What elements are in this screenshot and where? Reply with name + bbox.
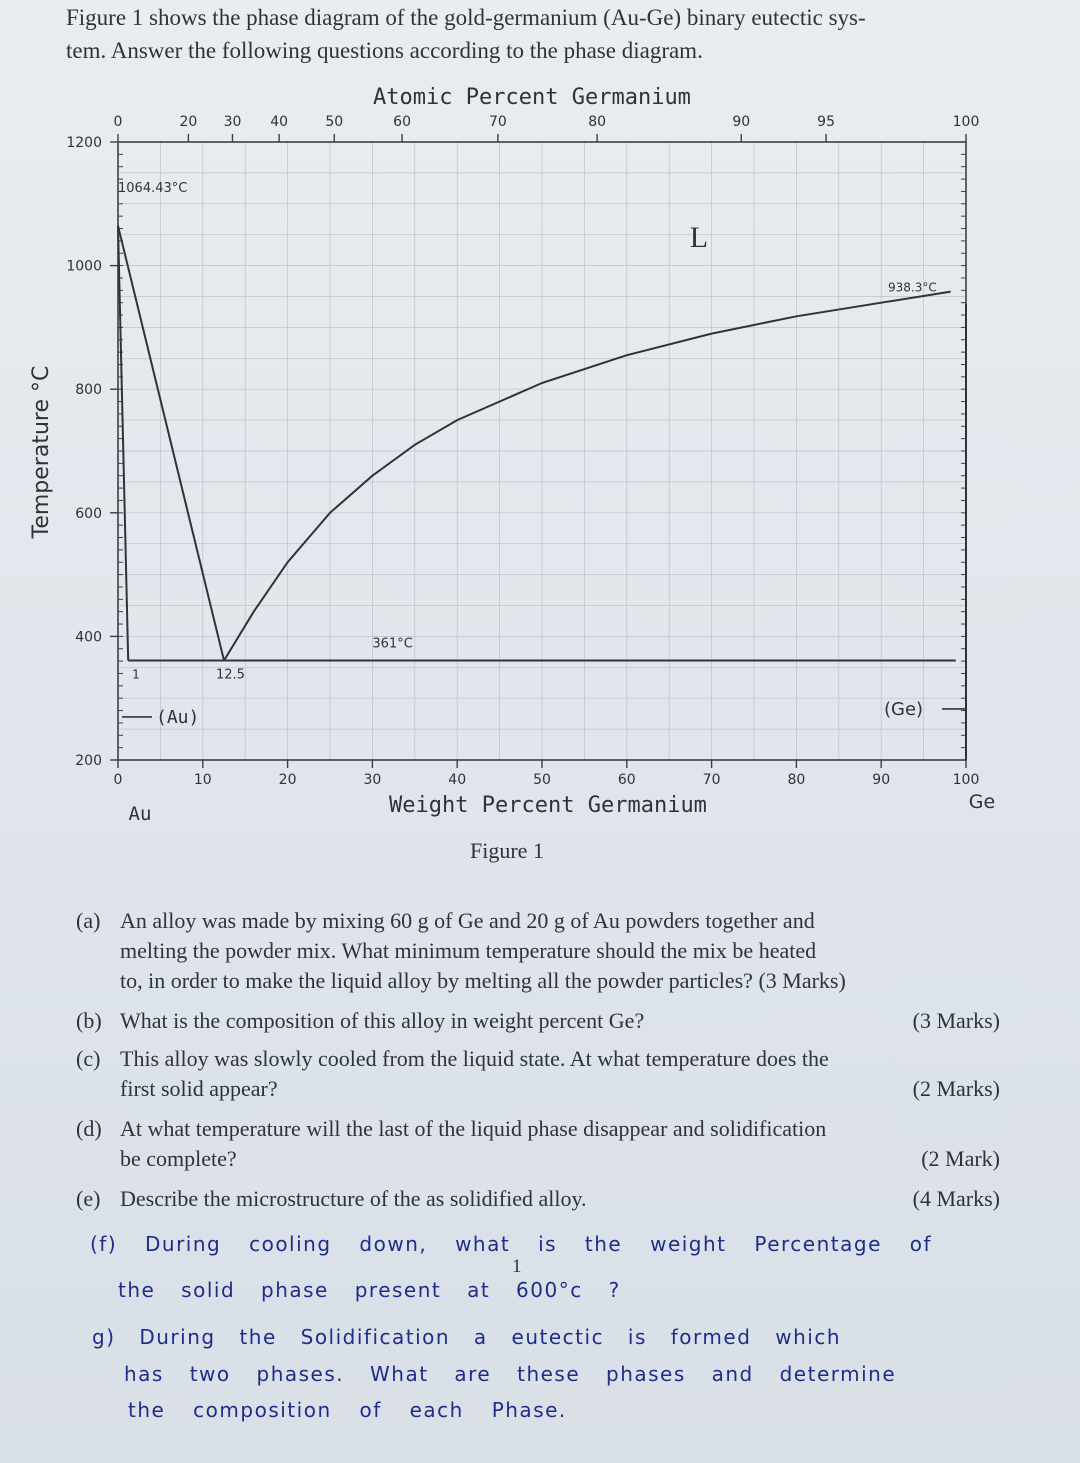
- annotation-label: 1: [132, 667, 140, 682]
- question-line: [76, 936, 1000, 966]
- top-axis-tick-label: 40: [270, 114, 289, 130]
- top-axis-tick-label: 70: [488, 114, 507, 130]
- page-number: 1: [512, 1256, 522, 1277]
- x-tick-label: 60: [617, 772, 636, 788]
- question-text: An alloy was made by mixing 60 g of Ge and 20 g of Au powders together and: [120, 908, 815, 933]
- y-tick-label: 400: [75, 629, 102, 646]
- question-line: [76, 1114, 1000, 1144]
- top-axis-tick-label: 90: [732, 114, 751, 130]
- intro-line-1: Figure 1 shows the phase diagram of the gold-germanium (Au-Ge) binary eutectic sys-: [66, 5, 866, 30]
- question-label: (d): [76, 1116, 102, 1141]
- question-line: [76, 1006, 1000, 1036]
- question-text: be complete?: [120, 1146, 237, 1171]
- top-axis-tick-label: 0: [113, 114, 123, 130]
- annotation-label: L: [689, 221, 709, 255]
- question-text: At what temperature will the last of the liquid phase disappear and solidification: [120, 1116, 827, 1141]
- y-tick-label: 1000: [66, 258, 102, 275]
- annotation-label: 938.3°C: [888, 280, 937, 295]
- annotation-label: 1064.43°C: [118, 180, 188, 196]
- top-axis-tick-label: 20: [179, 114, 198, 130]
- question-text: to, in order to make the liquid alloy by melting all the powder particles? (3 Marks): [120, 968, 846, 993]
- y-tick-label: 600: [75, 505, 102, 522]
- top-axis-tick-label: 80: [588, 114, 607, 130]
- question-label: (b): [76, 1008, 102, 1033]
- top-axis-tick-label: 30: [223, 114, 242, 130]
- phase-line-liquidus-au: [118, 226, 224, 661]
- x-axis-title: Weight Percent Germanium: [389, 793, 707, 818]
- question-text: first solid appear?: [120, 1076, 278, 1101]
- right-end-label: Ge: [968, 791, 996, 813]
- phase-line-solidus-au: [118, 226, 128, 661]
- question-marks: (2 Mark): [921, 1146, 1000, 1171]
- question-e: [76, 1184, 1000, 1214]
- question-label: (a): [76, 908, 101, 933]
- question-text: This alloy was slowly cooled from the liquid state. At what temperature does the: [120, 1046, 829, 1071]
- question-marks: (3 Marks): [912, 1008, 1000, 1033]
- question-a: [76, 906, 1000, 996]
- intro-line-2: tem. Answer the following questions according to the phase diagram.: [66, 38, 703, 63]
- question-line: [76, 1144, 1000, 1174]
- handwritten-line-g1: g) During the Solidification a eutectic is formed which: [92, 1325, 842, 1349]
- handwritten-line-g3: the composition of each Phase.: [128, 1398, 567, 1422]
- question-label: (e): [76, 1186, 101, 1211]
- annotation-label: (Au): [156, 706, 200, 728]
- top-axis-tick-label: 100: [952, 114, 980, 130]
- handwritten-line-f2: the solid phase present at 600°c ?: [118, 1278, 621, 1302]
- phase-diagram: [0, 80, 1080, 840]
- x-tick-label: 20: [278, 772, 297, 788]
- question-text: What is the composition of this alloy in weight percent Ge?: [120, 1008, 645, 1033]
- x-tick-label: 80: [787, 772, 806, 788]
- x-tick-label: 40: [448, 772, 467, 788]
- top-axis-tick-label: 95: [817, 114, 835, 130]
- question-b: [76, 1006, 1000, 1036]
- top-axis-title: Atomic Percent Germanium: [373, 85, 691, 110]
- question-c: [76, 1044, 1000, 1104]
- x-tick-label: 30: [363, 772, 382, 788]
- intro-text: [66, 2, 996, 66]
- question-d: [76, 1114, 1000, 1174]
- y-tick-label: 200: [75, 753, 102, 769]
- question-marks: (2 Marks): [912, 1076, 1000, 1101]
- x-tick-label: 0: [113, 772, 123, 788]
- question-marks: (4 Marks): [912, 1186, 1000, 1211]
- question-line: [76, 906, 1000, 936]
- annotation-label: 12.5: [216, 667, 245, 683]
- y-tick-label: 800: [75, 382, 102, 399]
- question-line: [76, 966, 1000, 996]
- y-axis-title: Temperature °C: [29, 365, 54, 539]
- top-axis-tick-label: 50: [325, 114, 344, 130]
- annotation-label: (Ge): [884, 698, 924, 720]
- x-tick-label: 70: [702, 772, 721, 788]
- handwritten-line-g2: has two phases. What are these phases and determine: [124, 1362, 897, 1386]
- question-label: (c): [76, 1046, 101, 1071]
- question-line: [76, 1044, 1000, 1074]
- annotation-label: 361°C: [372, 636, 413, 652]
- x-tick-label: 10: [193, 772, 212, 788]
- x-tick-label: 90: [872, 772, 891, 788]
- question-text: melting the powder mix. What minimum temperature should the mix be heated: [120, 938, 817, 963]
- top-axis-tick-label: 60: [393, 114, 411, 130]
- left-end-label: Au: [128, 803, 152, 825]
- question-line: [76, 1184, 1000, 1214]
- handwritten-line-f1: (f) During cooling down, what is the weight Percentage of: [90, 1232, 933, 1256]
- question-text: Describe the microstructure of the as solidified alloy.: [120, 1186, 587, 1211]
- y-tick-label: 1200: [66, 135, 102, 151]
- x-tick-label: 50: [533, 772, 551, 788]
- question-line: [76, 1074, 1000, 1104]
- x-tick-label: 100: [952, 772, 980, 788]
- figure-caption: Figure 1: [470, 838, 544, 863]
